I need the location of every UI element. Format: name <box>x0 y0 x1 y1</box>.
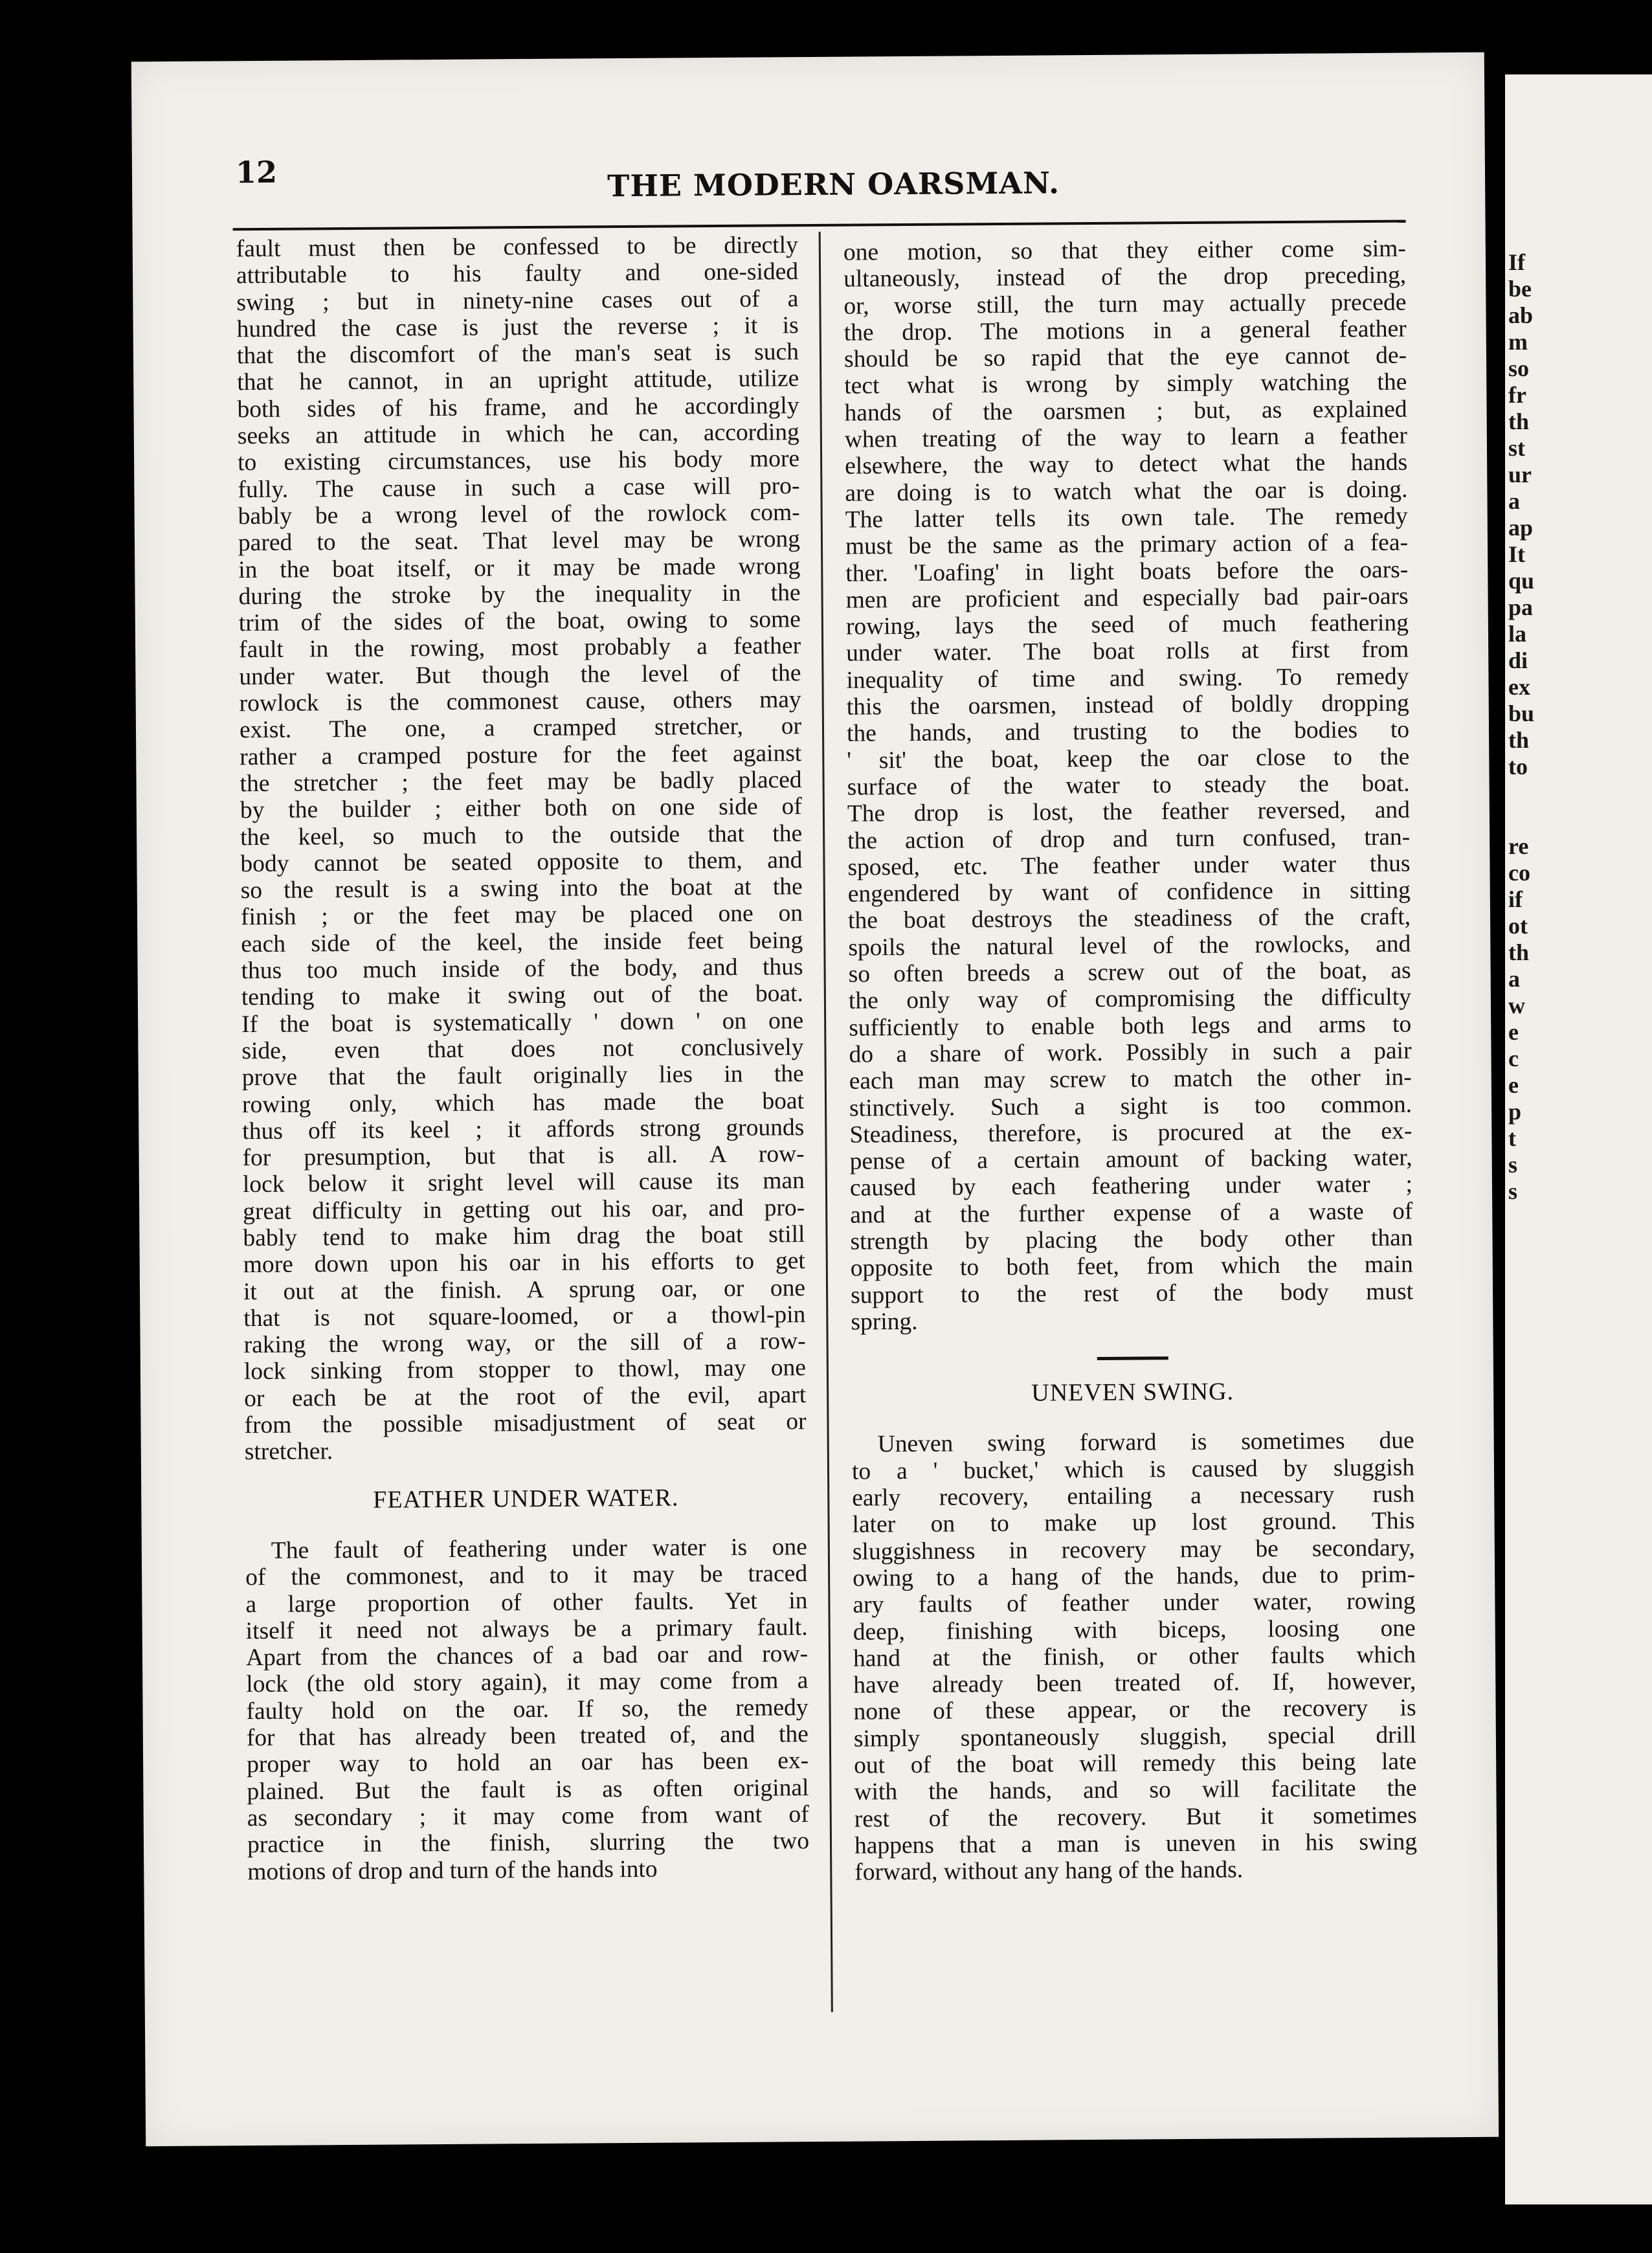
text-line: sufficiently to enable both legs and arms to <box>849 1011 1412 1042</box>
text-line: motions of drop and turn of the hands into <box>247 1855 658 1885</box>
text-line: sluggishness in recovery may be secondary, <box>852 1534 1416 1565</box>
text-line: one motion, so that they either come sim- <box>843 235 1406 266</box>
text-line: fault must then be confessed to be directly <box>236 232 798 263</box>
text-line: The latter tells its own tale. The remedy <box>845 502 1408 533</box>
text-line: rowing, lays the seed of much feathering <box>845 609 1409 640</box>
text-line: The fault of feathering under water is one <box>271 1534 807 1564</box>
left-paragraph-2 <box>245 1534 810 1885</box>
facing-page-fragment: s <box>1508 1152 1518 1178</box>
text-line: of the commonest, and to it may be traced <box>245 1560 808 1591</box>
text-line: tect what is wrong by simply watching the <box>844 369 1407 400</box>
left-paragraph-1 <box>236 232 807 1466</box>
text-line: body cannot be seated opposite to them, and <box>240 846 803 878</box>
text-line: spoils the natural level of the rowlocks, and <box>848 930 1411 961</box>
text-line: Uneven swing forward is sometimes due <box>877 1428 1414 1458</box>
text-line: side, even that does not conclusively <box>241 1034 804 1065</box>
text-line: more down upon his oar in his efforts to get <box>243 1248 805 1279</box>
text-line: ther. 'Loafing' in light boats before the oars- <box>845 556 1409 587</box>
facing-page-fragment: to <box>1508 754 1528 779</box>
text-line: a large proportion of other faults. Yet in <box>245 1587 808 1618</box>
facing-page-fragment: ap <box>1508 515 1534 541</box>
text-line: seeks an attitude in which he can, according <box>237 419 799 450</box>
text-line: The drop is lost, the feather reversed, and <box>847 796 1411 827</box>
text-line: fully. The cause in such a case will pro- <box>238 472 800 503</box>
facing-page-fragment: t <box>1508 1125 1516 1151</box>
facing-page-fragment: la <box>1508 621 1527 647</box>
facing-page-fragments <box>1508 249 1534 1205</box>
facing-page-fragment: co <box>1508 860 1530 886</box>
text-line: ' sit' the boat, keep the oar close to the <box>847 743 1410 774</box>
text-line: swing ; but in ninety-nine cases out of a <box>236 285 799 316</box>
text-line: rest of the recovery. But it sometimes <box>854 1802 1417 1833</box>
text-line: strength by placing the body other than <box>850 1224 1413 1255</box>
text-line: later on to make up lost ground. This <box>852 1507 1415 1538</box>
running-title: THE MODERN OARSMAN. <box>607 165 1060 204</box>
text-line: during the stroke by the inequality in the <box>238 579 801 611</box>
text-line: ary faults of feather under water, rowing <box>853 1587 1416 1619</box>
facing-page-fragment: e <box>1508 1072 1519 1098</box>
text-line: spring. <box>851 1308 918 1336</box>
text-line: opposite to both feet, from which the main <box>850 1251 1413 1282</box>
facing-page-fragment: if <box>1508 886 1523 912</box>
text-line: practice in the finish, slurring the two <box>247 1828 810 1859</box>
text-line: have already been treated of. If, however, <box>853 1668 1416 1699</box>
text-line: none of these appear, or the recovery is <box>853 1694 1416 1726</box>
facing-page-edge <box>1505 74 1652 2204</box>
text-line: prove that the fault originally lies in the <box>241 1060 804 1092</box>
text-line: stretcher. <box>244 1438 333 1466</box>
text-line: lock below it sright level will cause its man <box>242 1167 805 1198</box>
text-line: both sides of his frame, and he accordingly <box>237 392 799 423</box>
text-line: or each be at the root of the evil, apart <box>244 1381 807 1412</box>
header-rule <box>233 220 1406 231</box>
facing-page-fragment: a <box>1508 966 1520 992</box>
text-line: under water. But though the level of the <box>239 659 801 690</box>
facing-page-fragment <box>1508 807 1534 833</box>
text-line: to existing circumstances, use his body more <box>237 445 800 476</box>
facing-page-fragment: It <box>1508 541 1525 567</box>
text-line: that he cannot, in an upright attitude, utilize <box>237 365 799 396</box>
facing-page-fragment: st <box>1508 435 1525 461</box>
facing-page-fragment: ab <box>1508 302 1534 328</box>
text-line: each man may screw to match the other in- <box>849 1064 1412 1095</box>
facing-page-fragment: be <box>1508 276 1532 302</box>
text-line: support to the rest of the body must <box>850 1278 1414 1309</box>
text-line: pared to the seat. That level may be wrong <box>238 526 801 557</box>
text-line: the stretcher ; the feet may be badly placed <box>240 767 802 798</box>
text-line: this the oarsmen, instead of boldly dropping <box>846 689 1409 721</box>
text-line: lock sinking from stopper to thowl, may one <box>243 1354 807 1385</box>
text-line: with the hands, and so will facilitate the <box>854 1775 1417 1806</box>
text-line: stinctively. Such a sight is too common. <box>849 1091 1412 1122</box>
text-line: proper way to hold an oar has been ex- <box>247 1747 809 1778</box>
text-line: by the builder ; either both on one side of <box>240 793 802 824</box>
text-line: simply spontaneously sluggish, special drill <box>853 1721 1417 1753</box>
facing-page-fragment: s <box>1508 1178 1518 1204</box>
text-line: hands of the oarsmen ; but, as explained <box>844 396 1407 427</box>
section-heading-feather-under-water: FEATHER UNDER WATER. <box>373 1484 679 1514</box>
text-line: itself it need not always be a primary fault. <box>245 1613 808 1645</box>
text-line: each side of the keel, the inside feet being <box>241 926 803 958</box>
text-line: caused by each feathering under water ; <box>849 1171 1413 1202</box>
right-column <box>843 236 1418 1887</box>
text-line: so the result is a swing into the boat at the <box>240 873 803 904</box>
text-line: rowlock is the commonest cause, others may <box>239 686 801 717</box>
text-line: the boat destroys the steadiness of the craft, <box>847 903 1411 935</box>
facing-page-fragment: di <box>1508 647 1528 673</box>
text-line: in the boat itself, or it may be made wrong <box>238 552 801 583</box>
text-line: rowing only, which has made the boat <box>241 1087 805 1118</box>
text-line: that the discomfort of the man's seat is such <box>236 339 799 370</box>
text-line: are doing is to watch what the oar is doing. <box>845 476 1408 507</box>
text-line: engendered by want of confidence in sitting <box>847 877 1411 908</box>
text-line: tending to make it swing out of the boat. <box>241 980 804 1011</box>
text-line: out of the boat will remedy this being late <box>854 1748 1417 1779</box>
text-line: thus too much inside of the body, and thus <box>241 954 803 985</box>
text-line: rather a cramped posture for the feet against <box>240 739 802 770</box>
text-line: under water. The boat rolls at first from <box>846 636 1409 667</box>
text-line: so often breeds a screw out of the boat, as <box>848 957 1411 988</box>
text-line: surface of the water to steady the boat. <box>847 770 1410 801</box>
facing-page-fragment: w <box>1508 992 1525 1018</box>
text-line: the drop. The motions in a general feather <box>843 315 1407 346</box>
facing-page-fragment: fr <box>1508 382 1526 408</box>
text-line: Steadiness, therefore, is procured at the ex- <box>849 1117 1412 1149</box>
text-line: deep, finishing with biceps, loosing one <box>853 1615 1416 1646</box>
book-page <box>131 52 1499 2147</box>
text-line: for that has already been treated of, and the <box>246 1721 809 1752</box>
text-line: If the boat is systematically ' down ' on one <box>241 1007 804 1038</box>
right-paragraph-1 <box>843 236 1414 1336</box>
text-line: the action of drop and turn confused, tran- <box>847 824 1411 855</box>
facing-page-fragment: re <box>1508 833 1529 859</box>
text-line: exist. The one, a cramped stretcher, or <box>239 713 802 744</box>
text-line: do a share of work. Possibly in such a pair <box>849 1037 1412 1068</box>
text-line: should be so rapid that the eye cannot de- <box>843 342 1407 373</box>
text-line: when treating of the way to learn a feather <box>844 422 1408 453</box>
text-line: faulty hold on the oar. If so, the remedy <box>246 1694 809 1725</box>
text-line: Apart from the chances of a bad oar and row- <box>245 1641 809 1672</box>
text-line: hundred the case is just the reverse ; it is <box>236 312 799 343</box>
text-line: the hands, and trusting to the bodies to <box>846 716 1410 747</box>
text-line: must be the same as the primary action of a fea- <box>845 529 1409 560</box>
facing-page-fragment: th <box>1508 409 1530 434</box>
facing-page-fragment <box>1508 780 1534 807</box>
text-line: to a ' bucket,' which is caused by sluggish <box>851 1454 1415 1485</box>
facing-page-fragment: bu <box>1508 701 1535 726</box>
text-line: the keel, so much to the outside that the <box>240 820 803 851</box>
text-line: inequality of time and swing. To remedy <box>846 663 1409 694</box>
facing-page-fragment: e <box>1508 1019 1519 1045</box>
facing-page-fragment: m <box>1508 329 1528 355</box>
text-line: ultaneously, instead of the drop preceding, <box>843 262 1407 293</box>
facing-page-fragment: c <box>1508 1046 1519 1071</box>
facing-page-fragment: ur <box>1508 462 1532 488</box>
column-divider <box>819 232 833 2012</box>
section-heading-uneven-swing: UNEVEN SWING. <box>1031 1378 1234 1407</box>
text-line: men are proficient and especially bad pair-oars <box>845 583 1409 614</box>
text-line: forward, without any hang of the hands. <box>854 1856 1244 1886</box>
text-line: it out at the finish. A sprung oar, or one <box>243 1274 806 1305</box>
facing-page-fragment: th <box>1508 939 1530 965</box>
text-line: attributable to his faulty and one-sided <box>236 258 799 289</box>
text-line: as secondary ; it may come from want of <box>247 1801 809 1832</box>
text-line: finish ; or the feet may be placed one on <box>240 900 803 931</box>
left-column <box>236 232 810 1885</box>
section-separator-rule <box>1097 1356 1168 1360</box>
facing-page-fragment: p <box>1508 1099 1522 1125</box>
page-number: 12 <box>235 154 278 190</box>
text-line: early recovery, entailing a necessary rush <box>852 1481 1415 1512</box>
text-line: bably tend to make him drag the boat still <box>243 1221 805 1252</box>
text-line: trim of the sides of the boat, owing to some <box>238 606 801 637</box>
text-line: hand at the finish, or other faults which <box>853 1641 1416 1672</box>
facing-page-fragment: ot <box>1508 913 1528 939</box>
text-line: lock (the old story again), it may come from a <box>246 1667 809 1698</box>
text-line: that is not square-loomed, or a thowl-pin <box>243 1301 806 1332</box>
text-line: pense of a certain amount of backing water, <box>849 1144 1412 1175</box>
facing-page-fragment: so <box>1508 355 1530 381</box>
right-paragraph-2 <box>852 1428 1418 1886</box>
text-line: bably be a wrong level of the rowlock com- <box>238 499 800 530</box>
facing-page-fragment: If <box>1508 249 1525 275</box>
text-line: from the possible misadjustment of seat or <box>244 1408 807 1439</box>
text-line: thus off its keel ; it affords strong grounds <box>242 1114 805 1145</box>
text-line: great difficulty in getting out his oar, and pro- <box>243 1194 805 1225</box>
text-line: or, worse still, the turn may actually precede <box>843 289 1407 320</box>
facing-page-fragment: pa <box>1508 594 1534 620</box>
text-line: fault in the rowing, most probably a feather <box>238 633 801 664</box>
text-line: happens that a man is uneven in his swing <box>854 1828 1418 1859</box>
text-line: and at the further expense of a waste of <box>850 1198 1413 1229</box>
text-line: sposed, etc. The feather under water thus <box>847 850 1411 881</box>
text-line: for presumption, but that is all. A row- <box>242 1141 805 1172</box>
text-line: the only way of compromising the difficulty <box>848 983 1412 1014</box>
facing-page-fragment: th <box>1508 727 1530 753</box>
facing-page-fragment: a <box>1508 488 1520 514</box>
text-line: owing to a hang of the hands, due to prim- <box>853 1561 1416 1592</box>
facing-page-fragment: qu <box>1508 568 1535 594</box>
text-line: elsewhere, the way to detect what the hands <box>845 449 1408 480</box>
text-line: raking the wrong way, or the sill of a row- <box>243 1328 806 1359</box>
facing-page-fragment: ex <box>1508 674 1530 700</box>
text-line: plained. But the fault is as often original <box>247 1774 809 1805</box>
